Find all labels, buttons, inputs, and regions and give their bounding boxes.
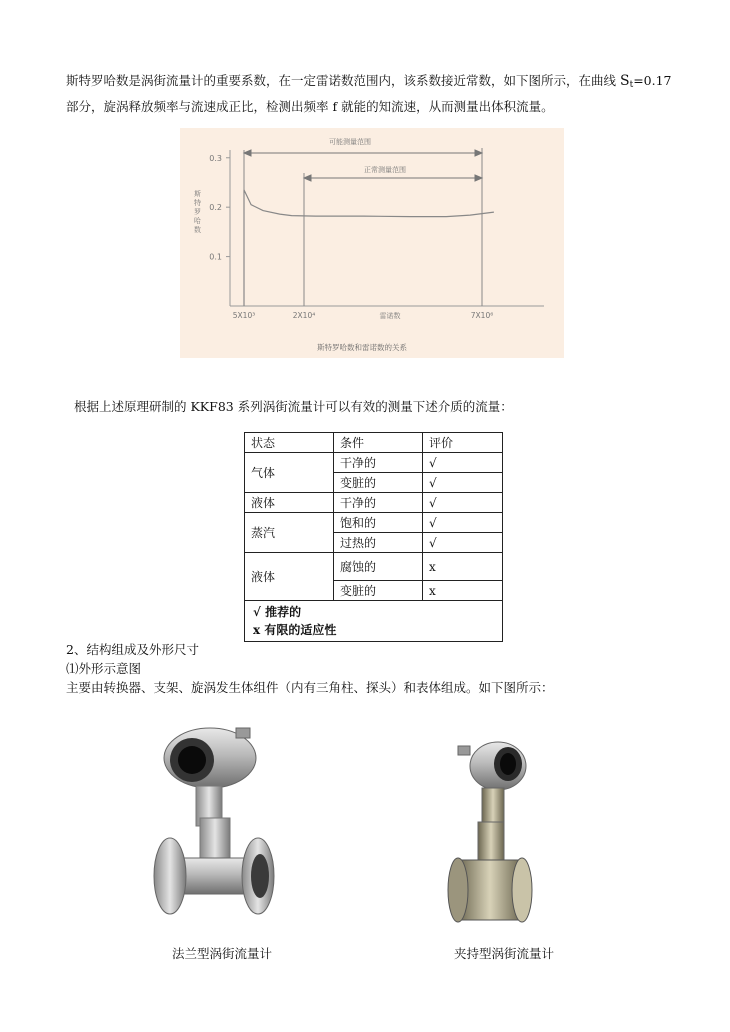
header-condition: 条件 — [334, 433, 423, 453]
state-gas: 气体 — [245, 453, 334, 493]
x-axis-label: 雷诺数 — [379, 312, 401, 320]
table-row — [245, 553, 503, 581]
table-row — [245, 493, 503, 513]
state-steam: 蒸汽 — [245, 513, 334, 553]
y-tick-label: 0.2 — [209, 203, 222, 213]
rating-cell: √ — [423, 453, 503, 473]
legend-recommended: √ 推荐的 — [253, 605, 302, 619]
table-legend — [245, 601, 503, 642]
header-state: 状态 — [245, 433, 334, 453]
table-legend-row — [245, 601, 503, 642]
state-liquid: 液体 — [245, 553, 334, 601]
y-tick-label: 0.1 — [209, 252, 222, 262]
state-liquid: 液体 — [245, 493, 334, 513]
table-row — [245, 513, 503, 533]
rating-cell: √ — [423, 493, 503, 513]
condition-cell: 过热的 — [334, 533, 423, 553]
intro-text-c: 部分，旋涡释放频率与流速成正比，检测出频率 f 就能的知流速，从而测量出体积流量。 — [66, 99, 554, 114]
wafer-vortex-meter-image — [440, 738, 540, 938]
st-value: =0.17 — [633, 73, 672, 88]
strouhal-curve — [244, 190, 494, 306]
strouhal-chart — [180, 128, 564, 358]
x-tick-label: 5X10³ — [232, 311, 256, 320]
condition-cell: 变脏的 — [334, 473, 423, 493]
rating-cell: x — [423, 553, 503, 581]
flange-vortex-meter-image — [140, 718, 290, 938]
y-tick-label: 0.3 — [209, 153, 222, 163]
rating-cell: √ — [423, 473, 503, 493]
condition-cell: 腐蚀的 — [334, 553, 423, 581]
condition-cell: 干净的 — [334, 453, 423, 473]
condition-cell: 变脏的 — [334, 581, 423, 601]
section-description: 主要由转换器、支架、旋涡发生体组件（内有三角柱、探头）和表体组成。如下图所示： — [66, 680, 554, 695]
chart-caption: 斯特罗哈数和雷诺数的关系 — [317, 343, 407, 352]
section-subheading: ⑴外形示意图 — [66, 661, 142, 676]
kkf83-paragraph: 根据上述原理研制的 KKF83 系列涡街流量计可以有效的测量下述介质的流量： — [74, 399, 513, 414]
intro-text-a: 斯特罗哈数是涡街流量计的重要系数，在一定雷诺数范围内，该系数接近常数，如下图所示，在曲线 — [66, 73, 620, 88]
range-normal-label: 正常测量范围 — [364, 166, 406, 174]
range-normal-arrow — [304, 175, 482, 181]
x-tick-label: 7X10⁶ — [470, 311, 494, 320]
rating-cell: √ — [423, 533, 503, 553]
strouhal-chart-figure — [180, 128, 564, 358]
condition-cell: 饱和的 — [334, 513, 423, 533]
flange-meter-caption: 法兰型涡街流量计 — [172, 946, 273, 961]
st-symbol: S — [619, 73, 630, 89]
media-suitability-table — [244, 432, 503, 642]
range-measurable-label: 可能测量范围 — [329, 138, 371, 146]
rating-cell: x — [423, 581, 503, 601]
x-tick-label: 2X10⁴ — [292, 311, 316, 320]
intro-paragraph — [66, 70, 686, 118]
table-row — [245, 453, 503, 473]
legend-limited: x 有限的适应性 — [253, 623, 337, 637]
table-header-row — [245, 433, 503, 453]
condition-cell: 干净的 — [334, 493, 423, 513]
wafer-meter-caption: 夹持型涡街流量计 — [454, 946, 555, 961]
section-heading: 2、结构组成及外形尺寸 — [66, 642, 199, 657]
rating-cell: √ — [423, 513, 503, 533]
section-structure — [66, 640, 554, 697]
y-axis-label: 斯特罗哈数 — [194, 190, 201, 234]
header-rating: 评价 — [423, 433, 503, 453]
st-subscript: t — [629, 80, 634, 90]
range-measurable-arrow — [244, 150, 482, 156]
